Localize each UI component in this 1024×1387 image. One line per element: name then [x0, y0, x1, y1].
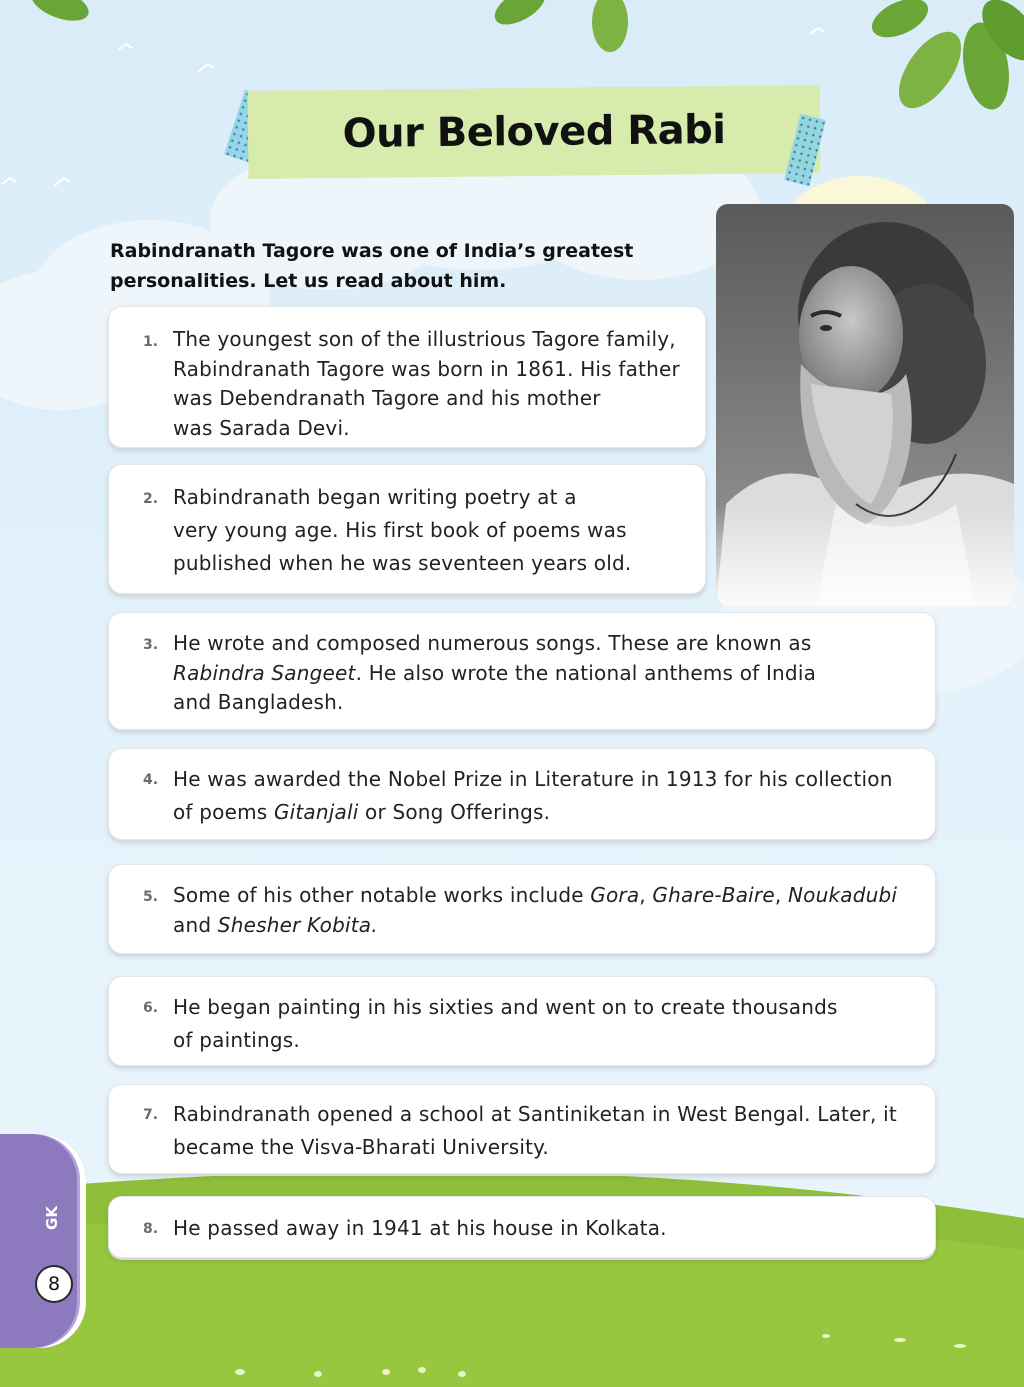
fact-text: [173, 1098, 897, 1164]
fact-number: 1.: [143, 334, 159, 350]
fact-line: and Bangladesh.: [173, 690, 344, 714]
fact-line: was Debendranath Tagore and his mother: [173, 386, 601, 410]
fact-line: published when he was seventeen years old.: [173, 551, 632, 575]
fact-number: 3.: [143, 637, 159, 653]
fact-card-5: [108, 864, 936, 954]
title-banner: [248, 85, 821, 179]
fact-card-7: [108, 1084, 936, 1174]
fact-line-part: Some of his other notable works include: [173, 883, 591, 907]
fact-line: He began painting in his sixties and went on to create thousands: [173, 995, 838, 1019]
intro-line: Rabindranath Tagore was one of India’s greatest: [110, 240, 634, 262]
fact-card-3: [108, 612, 936, 730]
fact-line-part: ,: [774, 883, 788, 907]
fact-card-4: [108, 748, 936, 840]
fact-line: very young age. His first book of poems was: [173, 518, 627, 542]
fact-line: Rabindranath opened a school at Santiniketan in West Bengal. Later, it: [173, 1102, 897, 1126]
fact-line: He was awarded the Nobel Prize in Literature in 1913 for his collection: [173, 767, 893, 791]
fact-line: [173, 659, 816, 689]
fact-line-part: of poems: [173, 800, 274, 824]
fact-text: [173, 481, 631, 580]
fact-number: 4.: [143, 772, 159, 788]
intro-text: [110, 236, 670, 296]
italic-title: Shesher Kobita: [217, 912, 372, 937]
intro-line: personalities. Let us read about him.: [110, 270, 507, 292]
italic-title: Noukadubi: [787, 883, 898, 907]
fact-line-part: .: [371, 912, 378, 937]
subject-tab: [0, 1134, 86, 1348]
fact-number: 7.: [143, 1107, 159, 1123]
fact-number: 2.: [143, 491, 159, 507]
fact-number: 8.: [143, 1221, 159, 1237]
italic-title: Gitanjali: [273, 800, 359, 824]
fact-line: [173, 881, 897, 911]
fact-card-6: [108, 976, 936, 1066]
italic-title: Rabindra Sangeet: [173, 660, 356, 685]
fact-text: [173, 325, 680, 443]
portrait-image: [716, 204, 1014, 606]
page-title: Our Beloved Rabi: [342, 106, 726, 158]
italic-title: Ghare-Baire: [652, 883, 775, 907]
fact-line: [173, 796, 893, 829]
fact-line: The youngest son of the illustrious Tagore family,: [173, 327, 676, 351]
fact-text: [173, 763, 893, 829]
fact-line: became the Visva-Bharati University.: [173, 1135, 549, 1159]
page-number: 8: [35, 1265, 73, 1303]
fact-line: [173, 911, 897, 941]
fact-line-rest: . He also wrote the national anthems of India: [355, 660, 817, 685]
subject-label: GK: [42, 1206, 61, 1230]
fact-card-2: [108, 464, 706, 594]
italic-title: Gora: [590, 883, 640, 907]
fact-number: 6.: [143, 1000, 159, 1016]
fact-line-part: or Song Offerings.: [358, 800, 551, 824]
fact-text: [173, 629, 816, 718]
fact-line: was Sarada Devi.: [173, 415, 350, 440]
fact-text: [173, 881, 897, 940]
fact-text: [173, 991, 838, 1057]
fact-line: Rabindranath Tagore was born in 1861. His father: [173, 356, 680, 381]
fact-number: 5.: [143, 889, 159, 905]
tagore-portrait: [716, 204, 1014, 606]
fact-text: [173, 1214, 667, 1242]
fact-line-part: and: [173, 912, 218, 937]
fact-card-1: [108, 306, 706, 448]
fact-line: Rabindranath began writing poetry at a: [173, 485, 577, 509]
fact-line-part: ,: [639, 883, 653, 907]
fact-line: He passed away in 1941 at his house in Kolkata.: [173, 1216, 667, 1240]
fact-card-8: [108, 1196, 936, 1258]
fact-line: He wrote and composed numerous songs. These are known as: [173, 631, 812, 655]
fact-line: of paintings.: [173, 1028, 300, 1052]
